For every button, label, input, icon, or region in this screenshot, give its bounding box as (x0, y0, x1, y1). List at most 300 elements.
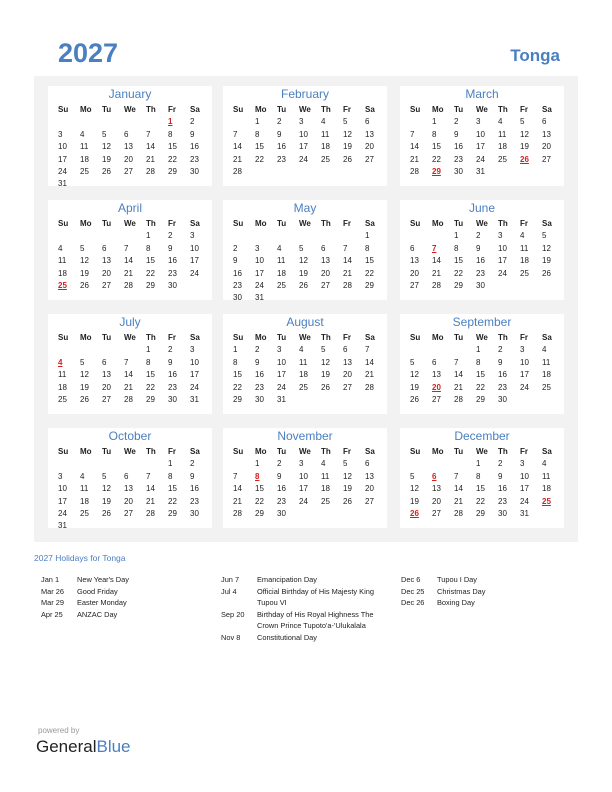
day-cell: 21 (124, 268, 133, 278)
day-cell: 3 (190, 231, 195, 241)
weekday-header: Sa (365, 447, 375, 456)
empty-cell (410, 458, 432, 470)
day-cell: 10 (58, 142, 67, 152)
month-grid (410, 446, 564, 520)
day-cell: 26 (542, 268, 551, 278)
day-cell: 13 (365, 471, 374, 481)
month-october (48, 428, 212, 531)
day-cell: 27 (542, 154, 551, 164)
day-cell: 14 (233, 484, 242, 494)
day-cell: 16 (190, 142, 199, 152)
day-cell: 19 (80, 268, 89, 278)
day-cell: 24 (299, 496, 308, 506)
month-september (400, 314, 564, 414)
day-cell: 28 (365, 382, 374, 392)
day-cell: 1 (255, 117, 260, 127)
day-cell: 15 (168, 142, 177, 152)
day-cell: 25 (321, 154, 330, 164)
day-cell: 13 (321, 256, 330, 266)
day-cell: 7 (124, 357, 129, 367)
month-january (48, 86, 212, 189)
empty-cell (146, 458, 168, 470)
day-cell: 12 (520, 129, 529, 139)
day-cell: 22 (255, 154, 264, 164)
holiday-entry (41, 574, 191, 586)
day-cell: 28 (454, 508, 463, 518)
day-cell: 26 (343, 154, 352, 164)
day-cell: 16 (498, 484, 507, 494)
day-cell: 25 (277, 280, 286, 290)
holiday-entry-date: Nov 8 (221, 632, 241, 642)
day-cell: 30 (476, 280, 485, 290)
day-cell: 8 (476, 471, 481, 481)
weekday-header: Su (410, 105, 421, 114)
day-cell: 10 (520, 471, 529, 481)
day-cell: 17 (299, 484, 308, 494)
day-cell: 14 (365, 357, 374, 367)
weekday-header: We (476, 447, 488, 456)
month-name: August (286, 315, 324, 329)
month-grid (58, 446, 212, 533)
day-cell: 6 (365, 459, 370, 469)
holiday-column-2 (221, 574, 387, 643)
day-cell: 17 (476, 142, 485, 152)
month-grid (233, 104, 387, 178)
month-name: October (108, 429, 152, 443)
empty-cell (410, 344, 432, 356)
day-cell: 12 (321, 357, 330, 367)
weekday-header: Sa (190, 333, 200, 342)
day-cell: 28 (410, 166, 419, 176)
empty-cell (454, 344, 476, 356)
weekday-header: We (299, 105, 311, 114)
weekday-header: Tu (277, 219, 287, 228)
weekday-header: We (124, 105, 136, 114)
empty-cell (146, 116, 168, 128)
holiday-entry-date: Dec 25 (401, 586, 425, 596)
empty-cell (432, 458, 454, 470)
day-cell: 28 (233, 166, 242, 176)
day-cell: 30 (190, 508, 199, 518)
day-cell: 21 (432, 268, 441, 278)
holiday-entry-date: Mar 29 (41, 598, 65, 607)
empty-cell (255, 230, 277, 242)
day-cell: 2 (277, 459, 282, 469)
day-cell: 20 (321, 268, 330, 278)
day-cell: 28 (124, 280, 133, 290)
weekday-header: Su (58, 219, 69, 228)
day-cell: 19 (410, 382, 419, 392)
day-cell: 30 (168, 394, 177, 404)
empty-cell (80, 230, 102, 242)
day-cell: 8 (146, 243, 151, 253)
day-cell: 16 (476, 256, 485, 266)
day-cell: 15 (168, 484, 177, 494)
weekday-header: Mo (80, 105, 92, 114)
day-cell: 23 (168, 268, 177, 278)
month-name: November (277, 429, 333, 443)
empty-cell (233, 116, 255, 128)
day-cell: 17 (299, 142, 308, 152)
day-cell: 5 (343, 117, 348, 127)
weekday-header: Su (410, 219, 421, 228)
day-cell: 30 (233, 293, 242, 303)
holiday-entry-date: Jul 4 (221, 586, 237, 596)
day-cell: 18 (80, 496, 89, 506)
day-cell: 4 (299, 345, 304, 355)
day-cell: 12 (299, 256, 308, 266)
empty-cell (58, 230, 80, 242)
day-cell: 2 (498, 459, 503, 469)
day-cell: 9 (168, 243, 173, 253)
brand-blue: Blue (96, 737, 131, 756)
month-grid (58, 104, 212, 191)
day-cell: 30 (255, 394, 264, 404)
empty-cell (410, 116, 432, 128)
day-cell: 9 (498, 471, 503, 481)
weekday-header: Tu (277, 333, 287, 342)
day-cell: 4 (80, 471, 85, 481)
day-cell: 15 (255, 484, 264, 494)
holidays-title: 2027 Holidays for Tonga (34, 553, 126, 563)
day-cell: 21 (146, 154, 155, 164)
empty-cell (58, 116, 80, 128)
day-cell: 12 (80, 256, 89, 266)
day-cell: 14 (432, 256, 441, 266)
day-cell: 28 (146, 166, 155, 176)
day-cell: 24 (498, 268, 507, 278)
day-cell: 7 (233, 129, 238, 139)
day-cell: 17 (520, 370, 529, 380)
weekday-header: Fr (343, 105, 351, 114)
day-cell: 19 (80, 382, 89, 392)
empty-cell (299, 230, 321, 242)
day-cell: 28 (233, 508, 242, 518)
empty-cell (124, 116, 146, 128)
weekday-header: Fr (168, 333, 176, 342)
day-cell: 25 (498, 154, 507, 164)
day-cell: 14 (454, 370, 463, 380)
month-name: June (468, 201, 496, 215)
day-cell: 25 (80, 508, 89, 518)
day-cell: 11 (299, 357, 308, 367)
day-cell: 24 (255, 280, 264, 290)
empty-cell (124, 344, 146, 356)
day-cell: 2 (476, 231, 481, 241)
holiday-column-1 (41, 574, 191, 620)
day-cell: 15 (476, 484, 485, 494)
month-grid (410, 218, 564, 292)
day-cell: 1 (476, 345, 481, 355)
day-cell: 15 (432, 142, 441, 152)
holiday-entry (221, 632, 387, 644)
day-cell: 13 (343, 357, 352, 367)
weekday-header: Fr (520, 105, 528, 114)
day-cell: 6 (365, 117, 370, 127)
holiday-date: 29 (432, 166, 441, 176)
weekday-header: Th (146, 333, 156, 342)
weekday-header: Fr (168, 219, 176, 228)
empty-cell (432, 344, 454, 356)
day-cell: 2 (454, 117, 459, 127)
weekday-header: Tu (277, 447, 287, 456)
weekday-header: We (299, 219, 311, 228)
holiday-entry (401, 586, 551, 598)
day-cell: 10 (277, 357, 286, 367)
day-cell: 21 (233, 154, 242, 164)
holiday-entry-date: Jan 1 (41, 575, 60, 584)
holiday-entry-name: Christmas Day (437, 586, 486, 596)
day-cell: 28 (432, 280, 441, 290)
day-cell: 10 (299, 129, 308, 139)
day-cell: 19 (102, 154, 111, 164)
day-cell: 29 (146, 394, 155, 404)
day-cell: 28 (343, 280, 352, 290)
holiday-entry-date: Dec 26 (401, 598, 425, 607)
holiday-entry-name: Constitutional Day (257, 632, 317, 642)
day-cell: 13 (102, 370, 111, 380)
month-grid (410, 104, 564, 178)
month-may (223, 200, 387, 303)
day-cell: 2 (233, 243, 238, 253)
day-cell: 4 (520, 231, 525, 241)
month-name: March (465, 87, 499, 101)
day-cell: 2 (168, 345, 173, 355)
weekday-header: Tu (277, 105, 287, 114)
day-cell: 13 (124, 142, 133, 152)
month-grid (233, 332, 387, 406)
day-cell: 11 (80, 142, 89, 152)
holiday-entry (401, 574, 551, 586)
month-name: January (108, 87, 152, 101)
day-cell: 5 (102, 129, 107, 139)
day-cell: 27 (432, 508, 441, 518)
day-cell: 11 (58, 370, 67, 380)
day-cell: 16 (168, 370, 177, 380)
day-cell: 27 (102, 394, 111, 404)
day-cell: 2 (190, 117, 195, 127)
weekday-header: Sa (542, 219, 552, 228)
weekday-header: Th (498, 333, 508, 342)
day-cell: 17 (520, 484, 529, 494)
day-cell: 9 (277, 129, 282, 139)
day-cell: 6 (321, 243, 326, 253)
empty-cell (58, 344, 80, 356)
day-cell: 20 (124, 496, 133, 506)
day-cell: 17 (190, 256, 199, 266)
day-cell: 26 (80, 394, 89, 404)
day-cell: 13 (410, 256, 419, 266)
day-cell: 18 (58, 382, 67, 392)
day-cell: 7 (343, 243, 348, 253)
empty-cell (277, 230, 299, 242)
day-cell: 20 (102, 382, 111, 392)
weekday-header: We (476, 333, 488, 342)
weekday-header: Fr (343, 333, 351, 342)
day-cell: 14 (146, 484, 155, 494)
day-cell: 18 (321, 142, 330, 152)
day-cell: 12 (102, 142, 111, 152)
day-cell: 25 (520, 268, 529, 278)
day-cell: 16 (168, 256, 177, 266)
day-cell: 1 (233, 345, 238, 355)
day-cell: 30 (168, 280, 177, 290)
day-cell: 21 (124, 382, 133, 392)
holiday-date: 8 (255, 471, 260, 481)
day-cell: 14 (124, 370, 133, 380)
day-cell: 30 (498, 508, 507, 518)
day-cell: 20 (542, 142, 551, 152)
month-grid (233, 446, 387, 520)
day-cell: 27 (321, 280, 330, 290)
holiday-entry-date: Dec 6 (401, 575, 421, 584)
day-cell: 1 (146, 345, 151, 355)
day-cell: 23 (190, 496, 199, 506)
weekday-header: Mo (255, 447, 267, 456)
day-cell: 10 (299, 471, 308, 481)
day-cell: 10 (58, 484, 67, 494)
weekday-header: Su (233, 333, 244, 342)
day-cell: 7 (146, 129, 151, 139)
day-cell: 11 (542, 471, 551, 481)
empty-cell (410, 230, 432, 242)
day-cell: 23 (476, 268, 485, 278)
day-cell: 16 (454, 142, 463, 152)
day-cell: 16 (498, 370, 507, 380)
holiday-entry-name: Good Friday (77, 586, 118, 596)
day-cell: 9 (255, 357, 260, 367)
day-cell: 27 (432, 394, 441, 404)
day-cell: 10 (498, 243, 507, 253)
day-cell: 18 (498, 142, 507, 152)
day-cell: 1 (476, 459, 481, 469)
weekday-header: Fr (520, 219, 528, 228)
weekday-header: Mo (432, 219, 444, 228)
month-april (48, 200, 212, 300)
day-cell: 13 (124, 484, 133, 494)
day-cell: 16 (233, 268, 242, 278)
day-cell: 3 (255, 243, 260, 253)
holiday-date: 25 (542, 496, 551, 506)
weekday-header: Mo (80, 447, 92, 456)
day-cell: 29 (365, 280, 374, 290)
day-cell: 14 (343, 256, 352, 266)
holiday-entry (221, 609, 387, 632)
empty-cell (124, 230, 146, 242)
weekday-header: Fr (343, 219, 351, 228)
day-cell: 9 (454, 129, 459, 139)
day-cell: 20 (432, 496, 441, 506)
weekday-header: Su (233, 105, 244, 114)
empty-cell (321, 230, 343, 242)
holiday-date: 4 (58, 357, 63, 367)
holiday-entry (41, 609, 191, 621)
day-cell: 11 (498, 129, 507, 139)
weekday-header: Th (146, 447, 156, 456)
day-cell: 24 (299, 154, 308, 164)
day-cell: 23 (255, 382, 264, 392)
day-cell: 29 (146, 280, 155, 290)
month-name: September (452, 315, 512, 329)
day-cell: 15 (365, 256, 374, 266)
month-august (223, 314, 387, 414)
weekday-header: Su (58, 105, 69, 114)
day-cell: 25 (321, 496, 330, 506)
day-cell: 22 (476, 496, 485, 506)
holiday-date: 25 (58, 280, 67, 290)
calendar-panel (34, 76, 578, 542)
holiday-entry-name: Emancipation Day (257, 575, 317, 584)
weekday-header: Th (498, 219, 508, 228)
day-cell: 27 (410, 280, 419, 290)
weekday-header: Su (58, 333, 69, 342)
day-cell: 11 (542, 357, 551, 367)
day-cell: 18 (321, 484, 330, 494)
holiday-date: 26 (410, 508, 419, 518)
month-march (400, 86, 564, 186)
day-cell: 2 (168, 231, 173, 241)
day-cell: 22 (255, 496, 264, 506)
day-cell: 8 (168, 129, 173, 139)
day-cell: 28 (146, 508, 155, 518)
day-cell: 19 (520, 142, 529, 152)
day-cell: 3 (277, 345, 282, 355)
day-cell: 23 (168, 382, 177, 392)
generalblue-logo[interactable] (36, 737, 131, 757)
day-cell: 20 (365, 142, 374, 152)
day-cell: 31 (476, 166, 485, 176)
day-cell: 25 (542, 382, 551, 392)
day-cell: 11 (321, 471, 330, 481)
day-cell: 29 (476, 394, 485, 404)
day-cell: 19 (410, 496, 419, 506)
day-cell: 19 (299, 268, 308, 278)
day-cell: 8 (476, 357, 481, 367)
weekday-header: Fr (168, 447, 176, 456)
weekday-header: We (299, 447, 311, 456)
day-cell: 5 (102, 471, 107, 481)
day-cell: 3 (190, 345, 195, 355)
weekday-header: Fr (168, 105, 176, 114)
day-cell: 25 (299, 382, 308, 392)
day-cell: 6 (432, 357, 437, 367)
day-cell: 1 (365, 231, 370, 241)
day-cell: 4 (80, 129, 85, 139)
holiday-entry (221, 574, 387, 586)
day-cell: 26 (299, 280, 308, 290)
day-cell: 17 (498, 256, 507, 266)
weekday-header: Tu (102, 105, 112, 114)
day-cell: 12 (410, 484, 419, 494)
day-cell: 27 (365, 154, 374, 164)
holiday-entry-name: Birthday of His Royal Highness The Crown Prince Tupoto'a-'Ulukalala (257, 609, 374, 630)
day-cell: 3 (299, 459, 304, 469)
day-cell: 15 (146, 256, 155, 266)
day-cell: 8 (233, 357, 238, 367)
weekday-header: Sa (190, 105, 200, 114)
day-cell: 27 (365, 496, 374, 506)
day-cell: 28 (124, 394, 133, 404)
day-cell: 1 (146, 231, 151, 241)
day-cell: 5 (410, 471, 415, 481)
day-cell: 8 (432, 129, 437, 139)
weekday-header: Su (58, 447, 69, 456)
day-cell: 12 (80, 370, 89, 380)
day-cell: 30 (498, 394, 507, 404)
day-cell: 7 (124, 243, 129, 253)
weekday-header: Mo (80, 333, 92, 342)
day-cell: 2 (277, 117, 282, 127)
